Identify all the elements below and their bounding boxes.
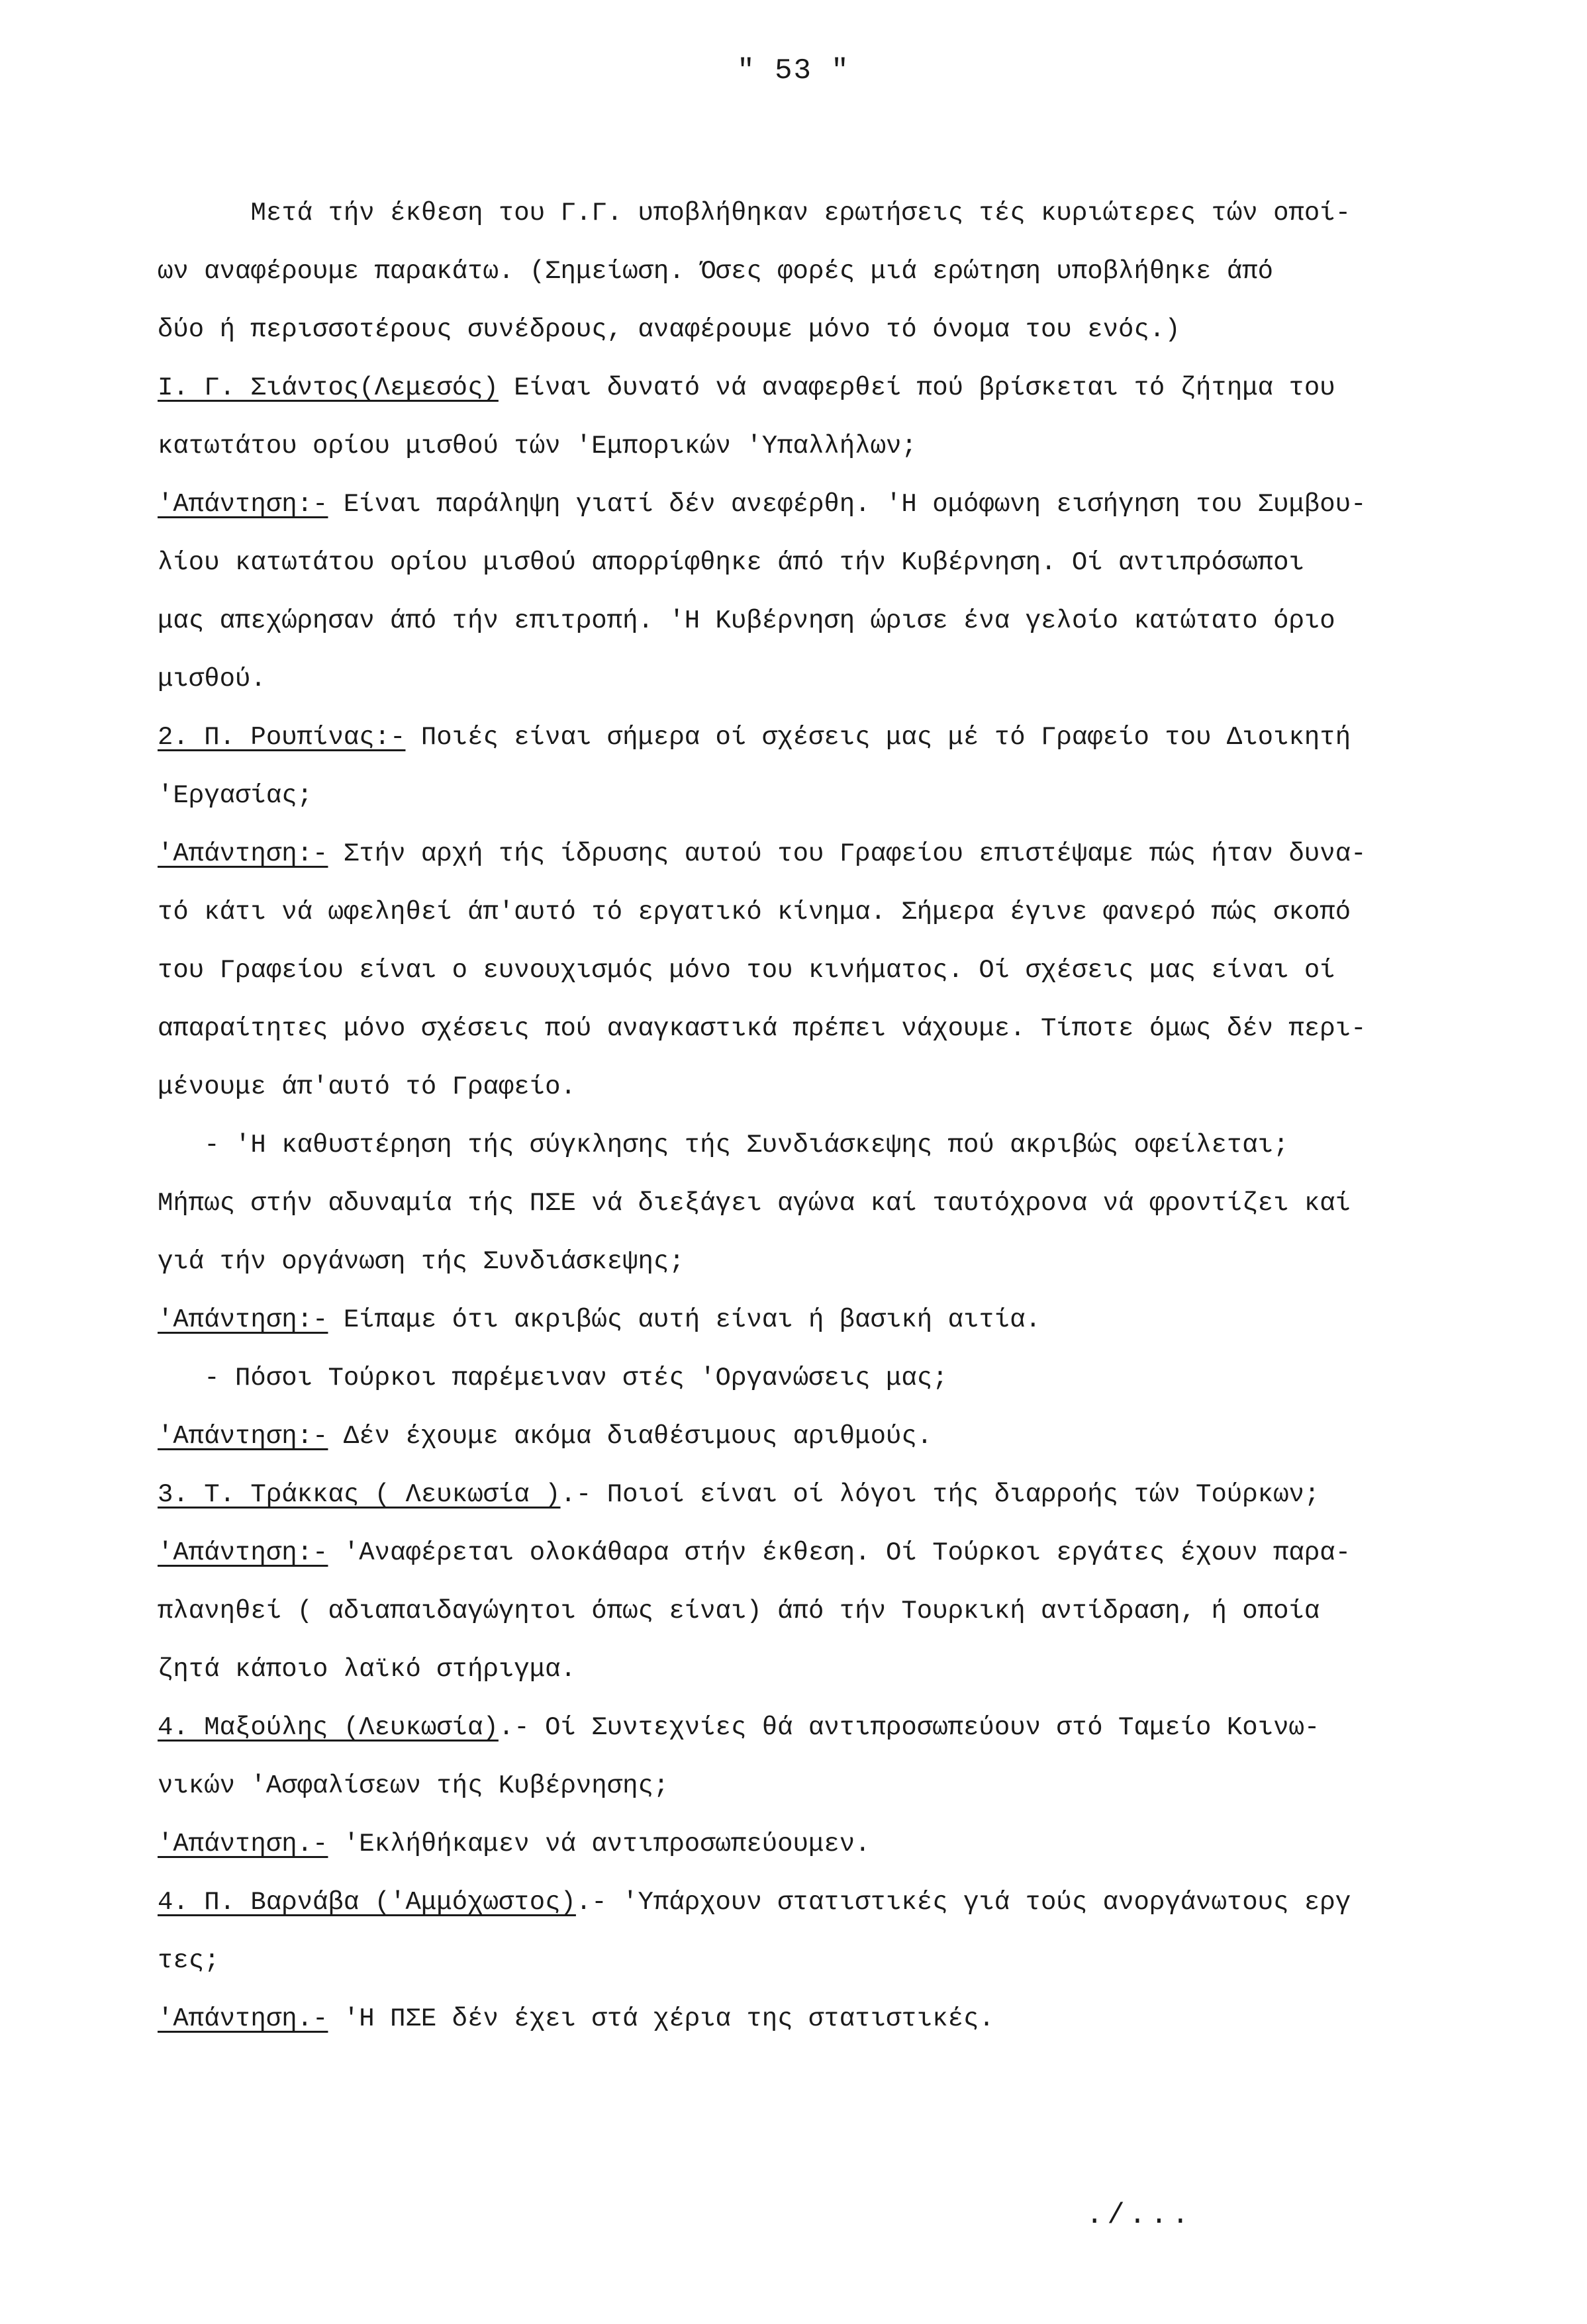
text-line <box>158 1349 1508 1407</box>
line-text: απαραίτητες μόνο σχέσεις πού αναγκαστικά πρέπει νάχουμε. Τίποτε όμως δέν περι- <box>158 1014 1367 1043</box>
text-line <box>158 883 1508 941</box>
underlined-heading: 'Απάντηση:- <box>158 1305 328 1334</box>
line-text: Ποιές είναι σήμερα οί σχέσεις μας μέ τό Γραφείο του Διοικητή <box>405 723 1351 752</box>
text-line <box>158 708 1508 767</box>
text-line <box>158 417 1508 475</box>
text-line <box>158 1291 1508 1349</box>
text-line <box>158 1116 1508 1174</box>
text-line <box>158 301 1508 359</box>
text-line <box>158 1873 1508 1931</box>
underlined-heading: 'Απάντηση.- <box>158 1830 328 1859</box>
line-text: 'Εργασίας; <box>158 781 313 810</box>
underlined-heading: 'Απάντηση:- <box>158 839 328 868</box>
line-text: Είναι δυνατό νά αναφερθεί πού βρίσκεται τό ζήτημα του <box>498 373 1335 402</box>
text-line <box>158 825 1508 883</box>
line-text: τό κάτι νά ωφεληθεί άπ'αυτό τό εργατικό κίνημα. Σήμερα έγινε φανερό πώς σκοπό <box>158 898 1351 927</box>
line-text: .- Ποιοί είναι οί λόγοι τής διαρροής τών Τούρκων; <box>560 1480 1320 1509</box>
line-text: ζητά κάποιο λαϊκό στήριγμα. <box>158 1655 576 1684</box>
underlined-heading: 'Απάντηση:- <box>158 1538 328 1567</box>
continuation-mark: ./... <box>1086 2199 1194 2232</box>
line-text: δύο ή περισσοτέρους συνέδρους, αναφέρουμε μόνο τό όνομα του ενός.) <box>158 315 1180 344</box>
underlined-heading: Ι. Γ. Σιάντος(Λεμεσός) <box>158 373 499 402</box>
line-text: Είπαμε ότι ακριβώς αυτή είναι ή βασική αιτία. <box>328 1305 1041 1334</box>
line-text: Δέν έχουμε ακόμα διαθέσιμους αριθμούς. <box>328 1422 933 1451</box>
text-line <box>158 1232 1508 1291</box>
text-line <box>158 1815 1508 1873</box>
line-text: 'Αναφέρεται ολοκάθαρα στήν έκθεση. Οί Τούρκοι εργάτες έχουν παρα- <box>328 1538 1351 1567</box>
text-line <box>158 1058 1508 1116</box>
line-text: - Πόσοι Τούρκοι παρέμειναν στές 'Οργανώσεις μας; <box>204 1364 948 1393</box>
line-text: Μήπως στήν αδυναμία τής ΠΣΕ νά διεξάγει αγώνα καί ταυτόχρονα νά φροντίζει καί <box>158 1189 1351 1218</box>
line-text: τες; <box>158 1946 220 1975</box>
text-line <box>158 999 1508 1058</box>
line-text: .- Οί Συντεχνίες θά αντιπροσωπεύουν στό Ταμείο Κοινω- <box>498 1713 1320 1742</box>
line-indent <box>158 199 250 228</box>
line-text: 'Εκλήθήκαμεν νά αντιπροσωπεύουμεν. <box>328 1830 871 1859</box>
text-line <box>158 1931 1508 1990</box>
line-text: Μετά τήν έκθεση του Γ.Γ. υποβλήθηκαν ερωτήσεις τές κυριώτερες τών οποί- <box>250 199 1351 228</box>
line-indent <box>158 1364 204 1393</box>
underlined-heading: 'Απάντηση:- <box>158 1422 328 1451</box>
line-text: μισθού. <box>158 665 266 694</box>
underlined-heading: 2. Π. Ρουπίνας:- <box>158 723 406 752</box>
document-body <box>158 184 1508 2048</box>
text-line <box>158 650 1508 708</box>
text-line <box>158 184 1508 242</box>
text-line <box>158 359 1508 417</box>
underlined-heading: 4. Π. Βαρνάβα ('Αμμόχωστος) <box>158 1888 576 1917</box>
line-text: κατωτάτου ορίου μισθού τών 'Εμπορικών 'Υπαλλήλων; <box>158 432 917 461</box>
text-line <box>158 1582 1508 1640</box>
text-line <box>158 1698 1508 1757</box>
line-text: λίου κατωτάτου ορίου μισθού απορρίφθηκε άπό τήν Κυβέρνηση. Οί αντιπρόσωποι <box>158 548 1304 577</box>
text-line <box>158 1640 1508 1698</box>
text-line <box>158 534 1508 592</box>
text-line <box>158 941 1508 999</box>
text-line <box>158 242 1508 301</box>
line-text: μένουμε άπ'αυτό τό Γραφείο. <box>158 1072 576 1101</box>
line-text: Στήν αρχή τής ίδρυσης αυτού του Γραφείου επιστέψαμε πώς ήταν δυνα- <box>328 839 1367 868</box>
line-text: νικών 'Ασφαλίσεων τής Κυβέρνησης; <box>158 1771 669 1800</box>
line-text: ων αναφέρουμε παρακάτω. (Σημείωση. Όσες φορές μιά ερώτηση υποβλήθηκε άπό <box>158 257 1274 286</box>
text-line <box>158 475 1508 534</box>
underlined-heading: 4. Μαξούλης (Λευκωσία) <box>158 1713 499 1742</box>
text-line <box>158 1174 1508 1232</box>
line-text: .- 'Υπάρχουν στατιστικές γιά τούς ανοργάνωτους εργ <box>575 1888 1351 1917</box>
text-line <box>158 592 1508 650</box>
underlined-heading: 3. Τ. Τράκκας ( Λευκωσία ) <box>158 1480 561 1509</box>
line-text: γιά τήν οργάνωση τής Συνδιάσκεψης; <box>158 1247 685 1276</box>
text-line <box>158 1990 1508 2048</box>
underlined-heading: 'Απάντηση.- <box>158 2004 328 2033</box>
line-text: του Γραφείου είναι ο ευνουχισμός μόνο του κινήματος. Οί σχέσεις μας είναι οί <box>158 956 1335 985</box>
underlined-heading: 'Απάντηση:- <box>158 490 328 519</box>
text-line <box>158 1524 1508 1582</box>
line-text: πλανηθεί ( αδιαπαιδαγώγητοι όπως είναι) άπό τήν Τουρκική αντίδραση, ή οποία <box>158 1597 1320 1626</box>
line-text: μας απεχώρησαν άπό τήν επιτροπή. 'Η Κυβέρνηση ώρισε ένα γελοίο κατώτατο όριο <box>158 606 1335 635</box>
text-line <box>158 767 1508 825</box>
text-line <box>158 1465 1508 1524</box>
page-number: " 53 " <box>737 54 850 87</box>
line-indent <box>158 1131 204 1160</box>
line-text: Είναι παράληψη γιατί δέν ανεφέρθη. 'Η ομόφωνη εισήγηση του Συμβου- <box>328 490 1367 519</box>
line-text: 'Η ΠΣΕ δέν έχει στά χέρια της στατιστικές. <box>328 2004 994 2033</box>
line-text: - 'Η καθυστέρηση τής σύγκλησης τής Συνδιάσκεψης πού ακριβώς οφείλεται; <box>204 1131 1289 1160</box>
text-line <box>158 1407 1508 1465</box>
text-line <box>158 1757 1508 1815</box>
